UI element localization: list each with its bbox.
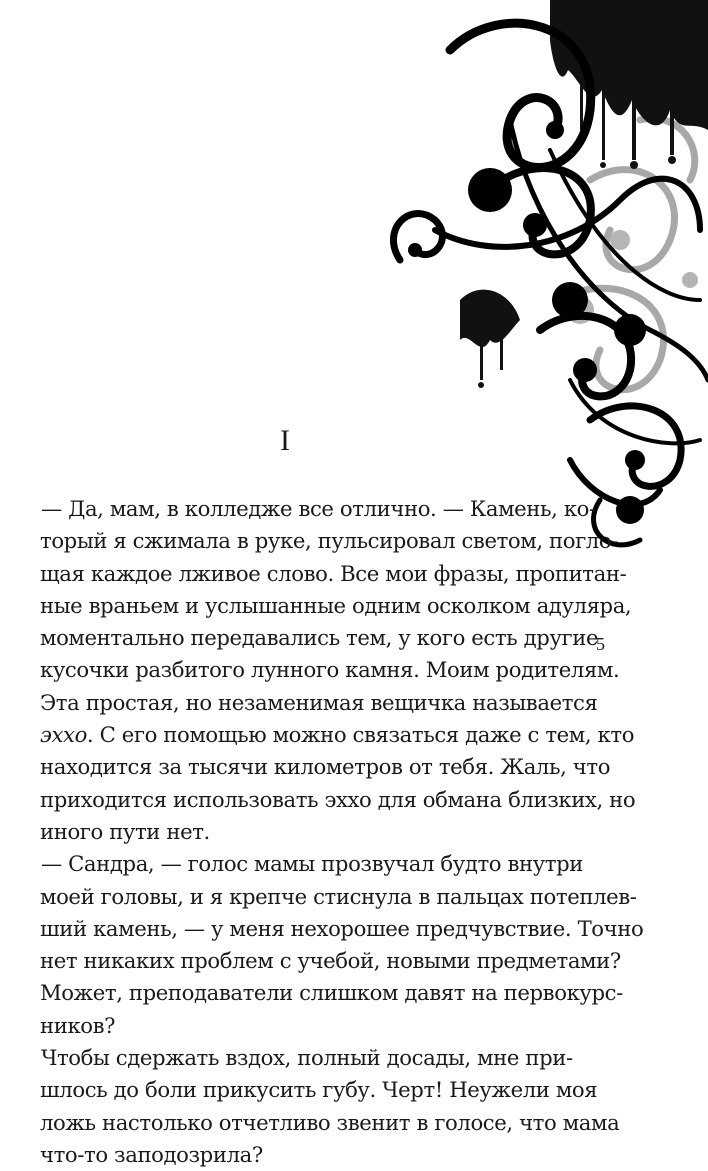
text-line: находится за тысячи километров от тебя. Жаль, что bbox=[40, 754, 611, 780]
text-line: моментально передавались тем, у кого есть другие bbox=[40, 625, 599, 651]
text-line: приходится использовать эххо для обмана близких, но bbox=[40, 786, 636, 812]
text-line: ников? bbox=[40, 1012, 116, 1038]
text-line: что-то заподозрила? bbox=[40, 1141, 263, 1167]
text-line: шлось до боли прикусить губу. Черт! Неужели моя bbox=[40, 1077, 598, 1103]
italic-word: эххо bbox=[40, 722, 87, 748]
text-line: кусочки разбитого лунного камня. Моим родителям. bbox=[40, 657, 620, 683]
text-line: ший камень, — у меня нехорошее предчувствие. Точно bbox=[40, 915, 644, 941]
text-line: — Сандра, — голос мамы прозвучал будто внутри bbox=[41, 851, 584, 877]
text-line: — Да, мам, в колледже все отлично. — Камень, ко- bbox=[41, 496, 596, 521]
text-line bbox=[40, 719, 635, 751]
text-line: Может, преподаватели слишком давят на первокурс- bbox=[40, 980, 623, 1006]
text-line: ные враньем и услышанные одним осколком адуляра, bbox=[40, 592, 632, 618]
body-text bbox=[40, 493, 644, 1171]
text-line: иного пути нет. bbox=[40, 818, 210, 844]
text-line: нет никаких проблем с учебой, новыми предметами? bbox=[40, 948, 621, 974]
text-line: торый я сжимала в руке, пульсировал светом, погло- bbox=[40, 528, 618, 554]
text-line: Эта простая, но незаменимая вещичка называется bbox=[40, 689, 598, 715]
page-number: 5 bbox=[596, 634, 605, 654]
text-line: щая каждое лживое слово. Все мои фразы, пропитан- bbox=[40, 560, 627, 586]
decorative-swirl-ornament-icon bbox=[340, 0, 708, 560]
text-line: Чтобы сдержать вздох, полный досады, мне при- bbox=[41, 1045, 573, 1071]
text-line: ложь настолько отчетливо звенит в голосе, что мама bbox=[40, 1109, 620, 1135]
chapter-title: I bbox=[280, 424, 290, 457]
text-fragment: . С его помощью можно связаться даже с тем, кто bbox=[86, 722, 635, 748]
text-line: моей головы, и я крепче стиснула в пальцах потеплев- bbox=[40, 883, 637, 909]
